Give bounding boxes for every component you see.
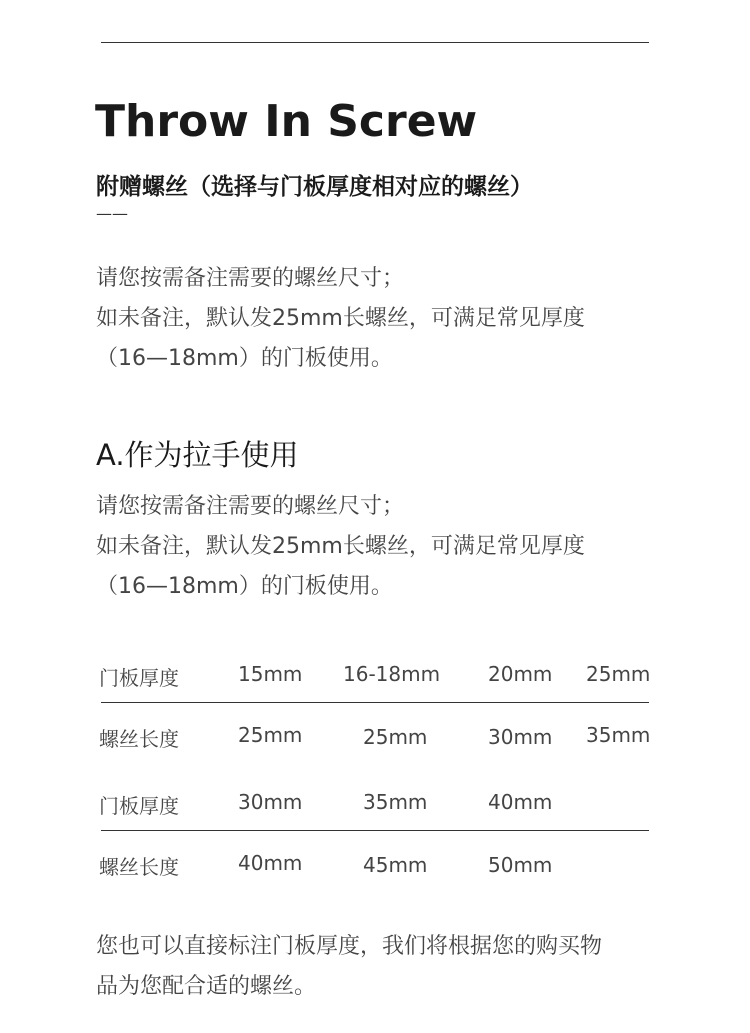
- table-cell: 50mm: [488, 853, 553, 877]
- table-row-label: 门板厚度: [99, 666, 179, 690]
- table-row-label: 螺丝长度: [99, 727, 179, 751]
- table-row: [99, 723, 659, 759]
- intro-line: （16—18mm）的门板使用。: [96, 346, 393, 371]
- page-title: Throw In Screw: [95, 96, 478, 147]
- section-a-title: A.作为拉手使用: [96, 438, 299, 472]
- table-cell: 16-18mm: [343, 662, 441, 686]
- section-a-line: 如未备注，默认发25mm长螺丝，可满足常见厚度: [96, 534, 585, 559]
- table-row: [99, 662, 659, 698]
- footer-paragraph: [96, 927, 696, 1007]
- section-a-line: 请您按需备注需要的螺丝尺寸；: [96, 494, 405, 519]
- top-divider: [101, 42, 649, 43]
- page-subtitle: 附赠螺丝（选择与门板厚度相对应的螺丝）: [96, 174, 533, 200]
- table-cell: 25mm: [586, 662, 651, 686]
- table-cell: 40mm: [488, 790, 553, 814]
- table-row: [99, 790, 659, 826]
- table-cell: 35mm: [586, 723, 651, 747]
- table-divider: [101, 702, 649, 703]
- table-row-label: 门板厚度: [99, 794, 179, 818]
- subtitle-dashes: ——: [96, 204, 128, 223]
- section-a-paragraph: [96, 487, 696, 607]
- table-divider: [101, 830, 649, 831]
- table-cell: 15mm: [238, 662, 303, 686]
- table-cell: 35mm: [363, 790, 428, 814]
- footer-line: 品为您配合适的螺丝。: [96, 974, 317, 999]
- table-cell: 30mm: [488, 725, 553, 749]
- table-cell: 40mm: [238, 851, 303, 875]
- table-cell: 25mm: [238, 723, 303, 747]
- table-cell: 20mm: [488, 662, 553, 686]
- section-a-line: （16—18mm）的门板使用。: [96, 574, 393, 599]
- intro-paragraph: [96, 259, 696, 379]
- intro-line: 如未备注，默认发25mm长螺丝，可满足常见厚度: [96, 306, 585, 331]
- table-cell: 25mm: [363, 725, 428, 749]
- table-row: [99, 851, 659, 887]
- footer-line: 您也可以直接标注门板厚度，我们将根据您的购买物: [96, 934, 603, 959]
- table-row-label: 螺丝长度: [99, 855, 179, 879]
- table-cell: 30mm: [238, 790, 303, 814]
- intro-line: 请您按需备注需要的螺丝尺寸；: [96, 266, 405, 291]
- table-cell: 45mm: [363, 853, 428, 877]
